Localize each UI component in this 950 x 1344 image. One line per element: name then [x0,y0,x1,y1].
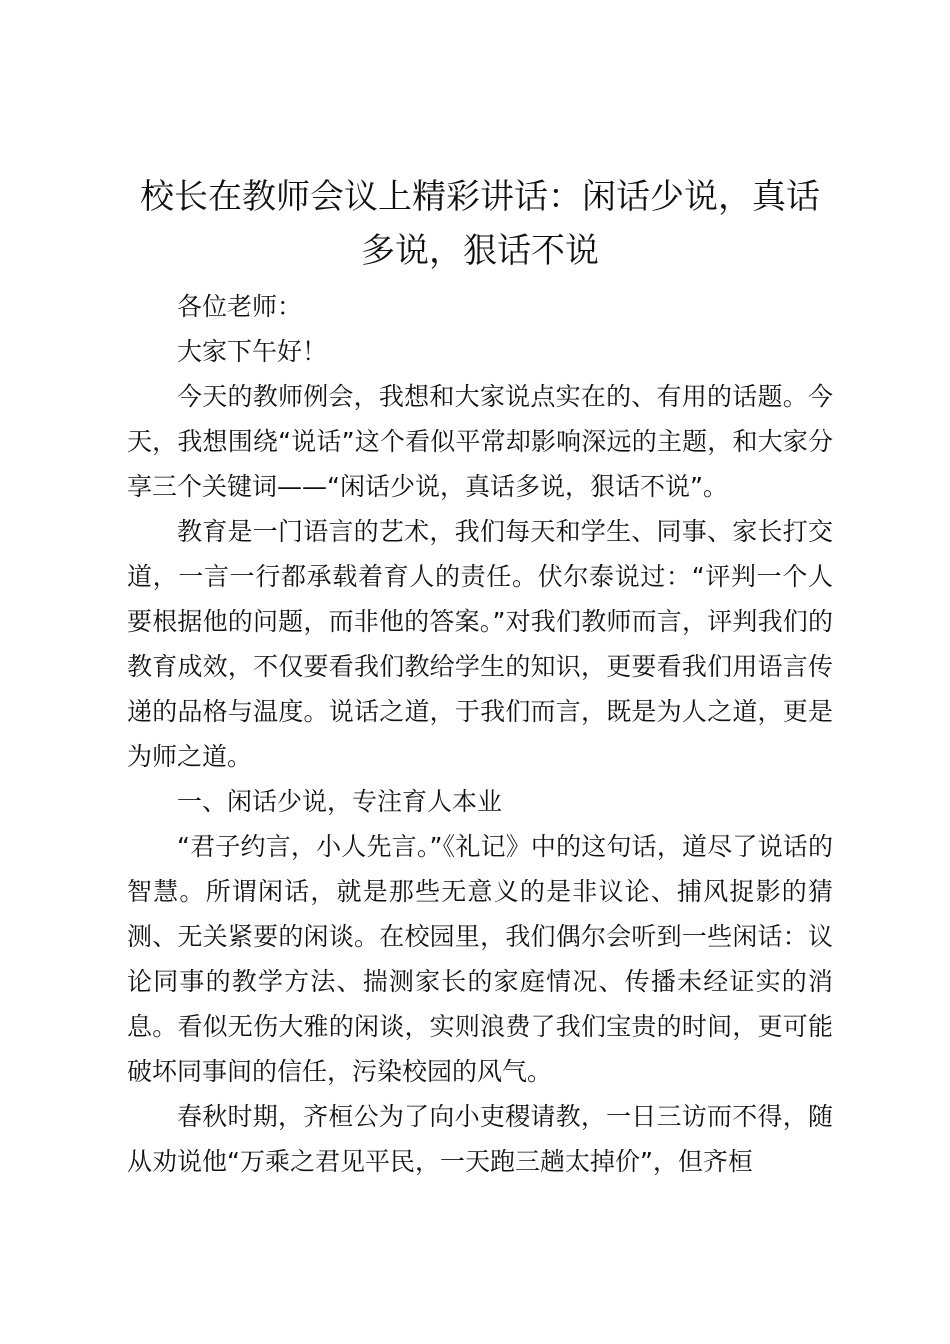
document-body [127,170,833,1184]
salutation: 各位老师： [177,292,303,321]
body-paragraph: “君子约言，小人先言。”《礼记》中的这句话，道尽了说话的智慧。所谓闲话，就是那些无意义的是非议论、捕风捉影的猜测、无关紧要的闲谈。在校园里，我们偶尔会听到一些闲话：议论同事的教学方法、揣测家长的家庭情况、传播未经证实的消息。看似无伤大雅的闲谈，实则浪费了我们宝贵的时间，更可能破坏同事间的信任，污染校园的风气。 [127,832,833,1086]
document-title: 校长在教师会议上精彩讲话：闲话少说，真话多说，狠话不说 [140,177,820,271]
section-heading: 一、闲话少说，专注育人本业 [177,787,503,816]
greeting: 大家下午好！ [177,337,328,366]
body-paragraph: 春秋时期，齐桓公为了向小吏稷请教，一日三访而不得，随从劝说他“万乘之君见平民，一天跑三趟太掉价”，但齐桓 [127,1102,833,1176]
intro-paragraph: 今天的教师例会，我想和大家说点实在的、有用的话题。今天，我想围绕“说话”这个看似平常却影响深远的主题，和大家分享三个关键词——“闲话少说，真话多说，狠话不说”。 [127,382,833,501]
body-paragraph: 教育是一门语言的艺术，我们每天和学生、同事、家长打交道，一言一行都承载着育人的责任。伏尔泰说过：“评判一个人要根据他的问题，而非他的答案。”对我们教师而言，评判我们的教育成效，不仅要看我们教给学生的知识，更要看我们用语言传递的品格与温度。说话之道，于我们而言，既是为人之道，更是为师之道。 [127,517,833,771]
